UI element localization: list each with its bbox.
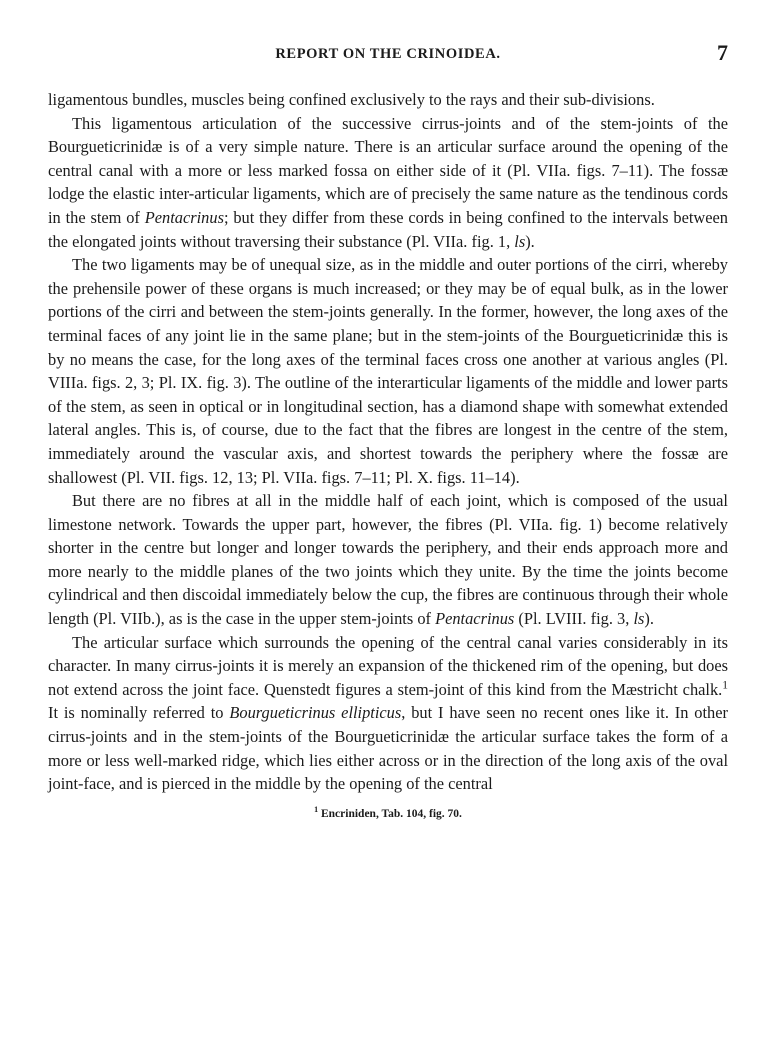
paragraph xyxy=(48,253,728,489)
footnote xyxy=(48,804,728,820)
body-text xyxy=(48,88,728,796)
paragraph xyxy=(48,88,728,112)
italic-term: Pentacrinus xyxy=(435,609,515,629)
running-header xyxy=(48,40,728,66)
paragraph xyxy=(48,112,728,254)
italic-term: ls xyxy=(514,231,526,251)
italic-term: ls xyxy=(633,609,645,629)
footnote-reference: 1 xyxy=(722,679,728,692)
running-title: REPORT ON THE CRINOIDEA. xyxy=(275,46,501,62)
text-run: ). xyxy=(644,609,654,629)
italic-term: Bourgueticrinus ellipticus xyxy=(229,703,402,723)
footnote-marker: 1 xyxy=(314,804,319,814)
text-run: The articular surface which surrounds the opening of the central canal varies considerably in its character. In many cirrus-joints it is merely an expansion of the thickened rim of the opening, but does not extend across the joint face. Quenstedt figures a stem-joint of this kind from the Mæstricht chalk. xyxy=(48,632,728,699)
paragraph xyxy=(48,489,728,631)
page xyxy=(48,40,728,820)
page-number: 7 xyxy=(717,40,728,65)
footnote-text: Encriniden, Tab. 104, fig. 70. xyxy=(318,807,462,820)
text-run: ; but they differ from these cords in being confined to the intervals between the elongated joints without traversing their substance (Pl. VIIa. fig. 1, xyxy=(48,207,728,251)
text-run: The two ligaments may be of unequal size, as in the middle and outer portions of the cirri, whereby the prehensile power of these organs is much increased; or they may be of equal bulk, as in the lower portions of the cirri and between the stem-joints generally. In the former, however, the long axes of the terminal faces of any joint lie in the same plane; but in the stem-joints of the Bourgueticrinidæ this is by no means the case, for the long axes of the terminal faces cross one another at various angles (Pl. VIIIa. figs. 2, 3; Pl. IX. fig. 3). The outline of the interarticular ligaments of the middle and lower parts of the stem, as seen in optical or in longitudinal section, has a diamond shape with somewhat extended lateral angles. This is, of course, due to the fact that the fibres are longest in the centre of the stem, immediately around the vascular axis, and shortest towards the periphery where the fossæ are shallowest (Pl. VII. figs. 12, 13; Pl. VIIa. figs. 7–11; Pl. X. figs. 11–14). xyxy=(48,255,728,487)
text-run: It is nominally referred to xyxy=(48,703,230,723)
text-run: , but I have seen no recent ones like it. In other cirrus-joints and in the stem-joints of the Bourgueticrinidæ the articular surface takes the form of a more or less well-marked ridge, which lies either across or in the direction of the long axis of the oval joint-face, and is pierced in the middle by the opening of the central xyxy=(48,703,728,794)
text-run: ). xyxy=(525,231,535,251)
italic-term: Pentacrinus xyxy=(144,207,224,227)
text-run: But there are no fibres at all in the middle half of each joint, which is composed of the usual limestone network. Towards the upper part, however, the fibres (Pl. VIIa. fig. 1) become relatively shorter in the centre but longer and longer towards the periphery, and their ends approach more and more nearly to the middle planes of the two joints which they unite. By the time the joints become cylindrical and then discoidal immediately below the cup, the fibres are continuous through their whole length (Pl. VIIb.), as is the case in the upper stem-joints of xyxy=(48,491,728,629)
paragraph xyxy=(48,631,728,796)
text-run: (Pl. LVIII. fig. 3, xyxy=(514,609,634,629)
text-run: This ligamentous articulation of the successive cirrus-joints and of the stem-joints of the Bourgueticrinidæ is of a very simple nature. There is an articular surface around the opening of the central canal with a more or less marked fossa on either side of it (Pl. VIIa. figs. 7–11). The fossæ lodge the elastic inter-articular ligaments, which are of precisely the same nature as the tendinous cords in the stem of xyxy=(48,113,728,227)
text-run: ligamentous bundles, muscles being confined exclusively to the rays and their sub-divisions. xyxy=(48,90,655,109)
